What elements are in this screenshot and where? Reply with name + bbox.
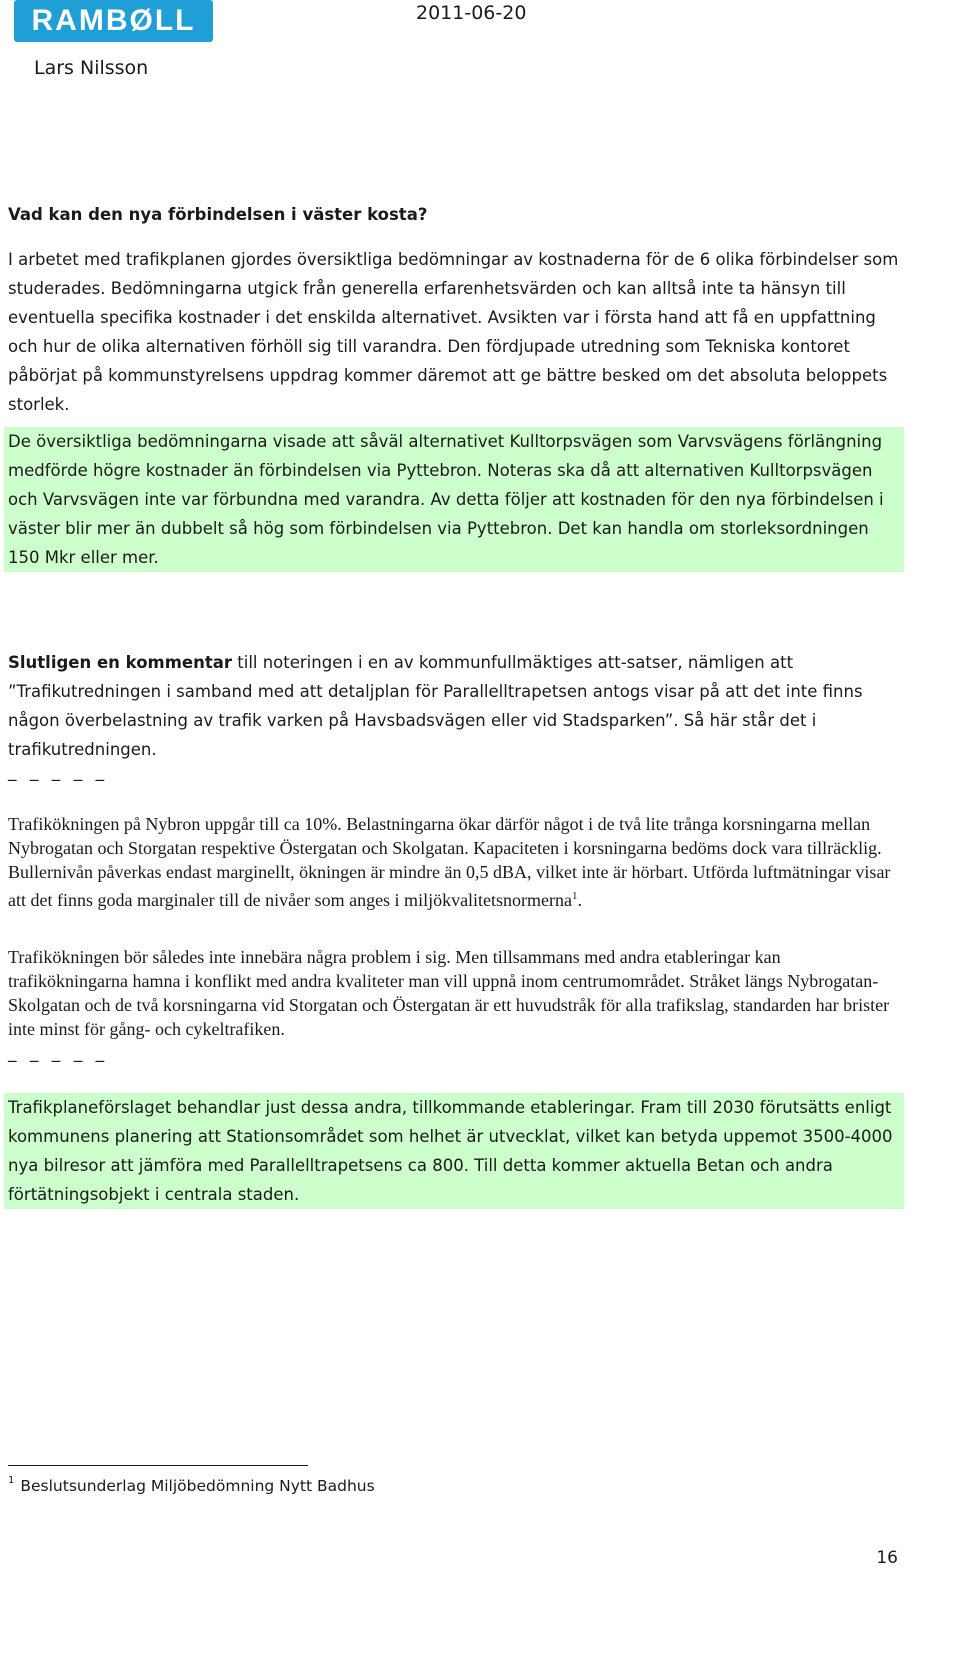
footnote-reference[interactable]: 1 (572, 890, 578, 902)
comment-lead: Slutligen en kommentar (8, 653, 233, 672)
separator-dashes-1: _ _ _ _ _ (8, 762, 109, 782)
footnote-divider (8, 1465, 308, 1466)
quote-paragraph-2: Trafikökningen bör således inte innebära några problem i sig. Men tillsammans med andra etableringar kan trafikökningarna hamna i konflikt med andra kvaliteter man vill uppnå inom centrumområdet. Stråket längs Nybrogatan-Skolgatan och de två korsningarna vid Storgatan och Östergatan är ett huvudstråk för alla trafikslag, standarden har brister inte minst för gång- och cykeltrafiken. (8, 947, 890, 1039)
footnote-number: 1 (8, 1475, 15, 1486)
quote-paragraph-1 (8, 812, 900, 912)
paragraph-highlight-planning: Trafikplaneförslaget behandlar just dessa andra, tillkommande etableringar. Fram till 2030 förutsätts enligt kommunens planering att Stationsområdet som helhet är utvecklat, vilket kan betyda uppemot 3500-4000 nya bilresor att jämföra med Parallelltrapetsens ca 800. Till detta kommer aktuella Betan och andra förtätningsobjekt i centrala staden. (4, 1093, 904, 1209)
paragraph-costs: I arbetet med trafikplanen gjordes översiktliga bedömningar av kostnaderna för de 6 olika förbindelser som studerades. Bedömningarna utgick från generella erfarenhetsvärden och kan alltså inte ta hänsyn till eventuella specifika kostnader i det enskilda alternativet. Avsikten var i första hand att få en uppfattning och hur de olika alternativen förhöll sig till varandra. Den fördjupade utredning som Tekniska kontoret påbörjat på kommunstyrelsens uppdrag kommer däremot att ge bättre besked om det absoluta beloppets storlek. (8, 250, 899, 414)
separator-dashes-2: _ _ _ _ _ (8, 1043, 109, 1063)
footnote-text: Beslutsunderlag Miljöbedömning Nytt Badhus (20, 1477, 375, 1495)
ramboll-logo: RAMBØLL (14, 0, 213, 42)
footnote (8, 1475, 375, 1495)
author-name: Lars Nilsson (34, 57, 149, 79)
section-heading: Vad kan den nya förbindelsen i väster kosta? (8, 205, 428, 224)
quote-1-end: . (577, 890, 583, 910)
paragraph-comment (8, 648, 900, 764)
quote-1-text: Trafikökningen på Nybron uppgår till ca 10%. Belastningarna ökar därför något i de två lite trånga korsningarna mellan Nybrogatan och Storgatan respektive Östergatan och Skolgatan. Kapaciteten i korsningarna bedöms dock vara tillräcklig. Bullernivån påverkas endast marginellt, ökningen är mindre än 0,5 dBA, vilket inte är hörbart. Utförda luftmätningar visar att det finns goda marginaler till de nivåer som anges i miljökvalitetsnormerna (8, 814, 891, 910)
paragraph-highlight-comparison: De översiktliga bedömningarna visade att såväl alternativet Kulltorpsvägen som Varvsvägens förlängning medförde högre kostnader än förbindelsen via Pyttebron. Noteras ska då att alternativen Kulltorpsvägen och Varvsvägen inte var förbundna med varandra. Av detta följer att kostnaden för den nya förbindelsen i väster blir mer än dubbelt så hög som förbindelsen via Pyttebron. Det kan handla om storleksordningen 150 Mkr eller mer. (4, 427, 904, 572)
comment-rest: till noteringen i en av kommunfullmäktiges att-satser, nämligen att ”Trafikutredningen i samband med att detaljplan för Parallelltrapetsen antogs visar på att det inte finns någon överbelastning av trafik varken på Havsbadsvägen eller vid Stadsparken”. Så här står det i trafikutredningen. (8, 653, 863, 759)
document-date: 2011-06-20 (416, 2, 527, 24)
page-number: 16 (876, 1548, 898, 1568)
